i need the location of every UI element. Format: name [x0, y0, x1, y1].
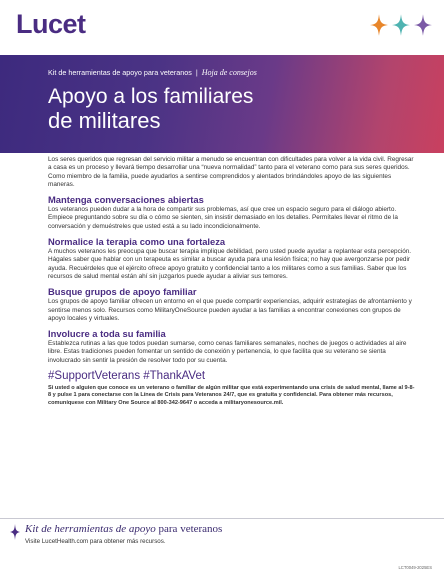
footer-subtitle: Visite LucetHealth.com para obtener más recursos. [25, 538, 166, 545]
crisis-line-notice: Si usted o alguien que conoce es un veterano o familiar de algún militar que está experimentando una crisis de salud mental, llame al 9-8-8 y pulse 1 para conectarse con la Línea de Crisis para Veteranos 24/7, que es gratuita y confidencial. Para obtener más recursos, comuníquese con Military One Source al 800-342-9647 o acceda a militaryonesource.mil. [48, 385, 415, 406]
section-body-support-groups: Los grupos de apoyo familiar ofrecen un entorno en el que puede compartir experiencias, adquirir estrategias de afrontamiento y sentirse menos solo. Recursos como MilitaryOneSource pueden ayudar a las familias a encontrar conexiones con grupos de apoyo locales y virtuales. [48, 298, 412, 322]
footer-title [25, 523, 222, 535]
decorative-stars [370, 14, 432, 36]
lucet-logo: Lucet [16, 9, 86, 39]
section-heading-family: Involucre a toda su familia [48, 328, 166, 340]
purple-sparkle-icon [414, 14, 432, 36]
section-body-therapy: A muchos veteranos les preocupa que buscar terapia implique debilidad, pero usted puede ayudar a replantear esta percepción. Hágales saber que hablar con un terapeuta es similar a buscar ayuda para una lesión física; no hay que avergonzarse por pedir ayuda. Recuérdeles que el ejército ofrece apoyo gratuito y confidencial tanto a los militares como a sus familias. Saber que los recursos de salud mental están ahí sin juzgarlos puede ayudar a aliviar sus temores. [48, 248, 412, 280]
footer-divider [0, 518, 444, 519]
header-banner [0, 55, 444, 153]
orange-sparkle-icon [370, 14, 388, 36]
document-code: LCT0049-2025ES [398, 565, 432, 570]
kit-label: Kit de herramientas de apoyo para veteranos [48, 68, 192, 77]
main-content [48, 156, 416, 407]
footer-title-italic: Kit de herramientas de apoyo [25, 523, 156, 535]
hashtag-line: #SupportVeterans #ThankAVet [48, 370, 206, 383]
section-body-conversations: Los veteranos pueden dudar a la hora de compartir sus problemas, así que cree un espacio seguro para el diálogo abierto. Empiece preguntando sobre su día o cómo se sienten, sin insistir demasiado en los detalles. Permítales llevar el ritmo de la conversación y demuéstreles que usted está a su lado incondicionalmente. [48, 206, 398, 230]
section-heading-support-groups: Busque grupos de apoyo familiar [48, 286, 197, 298]
title-line-2: de militares [48, 108, 161, 133]
title-line-1: Apoyo a los familiares [48, 85, 254, 108]
banner-kicker [48, 68, 257, 77]
footer-title-rest: para veteranos [155, 523, 223, 535]
teal-sparkle-icon [392, 14, 410, 36]
kicker-separator: | [195, 68, 198, 77]
section-body-family: Establezca rutinas a las que todos puedan sumarse, como cenas familiares semanales, noches de juegos o actividades al aire libre. Estas tradiciones pueden fomentar un sentido de conexión y pertenencia, lo que facilita que su veterano se sienta involucrado sin sentir la presión de resolver todo por su cuenta. [48, 340, 407, 364]
section-heading-conversations: Mantenga conversaciones abiertas [48, 194, 204, 206]
intro-paragraph: Los seres queridos que regresan del servicio militar a menudo se encuentran con dificultades para volver a la vida civil. Regresar a casa es un proceso y llevará tiempo desarrollar una “nueva normalidad” tanto para el veterano como para sus seres queridos. Como miembro de la familia, puede ayudarlos a sentirse comprendidos y alentados brindándoles apoyo de las siguientes maneras. [48, 156, 414, 188]
section-heading-therapy: Normalice la terapia como una fortaleza [48, 236, 226, 248]
footer-sparkle-icon [10, 524, 20, 540]
page-title [48, 85, 408, 133]
tip-sheet-label: Hoja de consejos [201, 68, 257, 77]
